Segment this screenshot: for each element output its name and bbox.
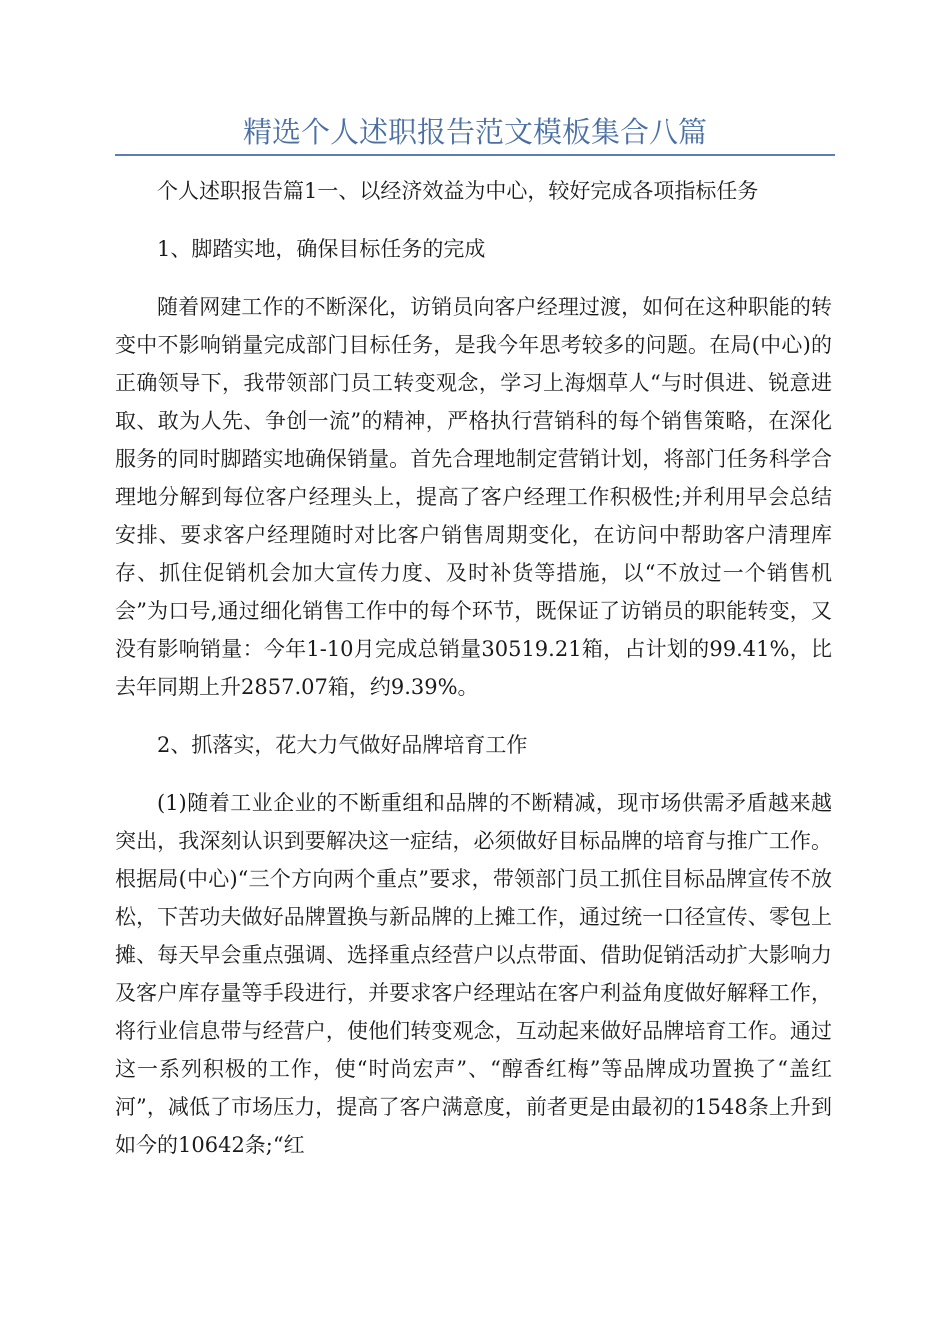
document-body [115,172,832,1164]
paragraph-intro-heading: 个人述职报告篇1一、以经济效益为中心，较好完成各项指标任务 [157,179,759,203]
paragraph-section-2-heading: 2、抓落实，花大力气做好品牌培育工作 [157,733,528,757]
paragraph-section-1-heading: 1、脚踏实地，确保目标任务的完成 [157,237,486,261]
paragraph-section-2-body: (1)随着工业企业的不断重组和品牌的不断精减，现市场供需矛盾越来越突出，我深刻认识到要解决这一症结，必须做好目标品牌的培育与推广工作。根据局(中心)“三个方向两个重点”要求，带领部门员工抓住目标品牌宣传不放松，下苦功夫做好品牌置换与新品牌的上摊工作，通过统一口径宣传、零包上摊、每天早会重点强调、选择重点经营户以点带面、借助促销活动扩大影响力及客户库存量等手段进行，并要求客户经理站在客户利益角度做好解释工作，将行业信息带与经营户，使他们转变观念，互动起来做好品牌培育工作。通过这一系列积极的工作，使“时尚宏声”、“醇香红梅”等品牌成功置换了“盖红河”，减低了市场压力，提高了客户满意度，前者更是由最初的1548条上升到如今的10642条;“红 [115,791,832,1157]
document-title: 精选个人述职报告范文模板集合八篇 [242,115,707,149]
paragraph-section-1-body: 随着网建工作的不断深化，访销员向客户经理过渡，如何在这种职能的转变中不影响销量完成部门目标任务，是我今年思考较多的问题。在局(中心)的正确领导下，我带领部门员工转变观念，学习上海烟草人“与时俱进、锐意进取、敢为人先、争创一流”的精神，严格执行营销科的每个销售策略，在深化服务的同时脚踏实地确保销量。首先合理地制定营销计划，将部门任务科学合理地分解到每位客户经理头上，提高了客户经理工作积极性;并利用早会总结安排、要求客户经理随时对比客户销售周期变化，在访问中帮助客户清理库存、抓住促销机会加大宣传力度、及时补货等措施，以“不放过一个销售机会”为口号,通过细化销售工作中的每个环节，既保证了访销员的职能转变，又没有影响销量：今年1-10月完成总销量30519.21箱，占计划的99.41%，比去年同期上升2857.07箱，约9.39%。 [115,295,832,699]
title-underline [115,154,835,156]
